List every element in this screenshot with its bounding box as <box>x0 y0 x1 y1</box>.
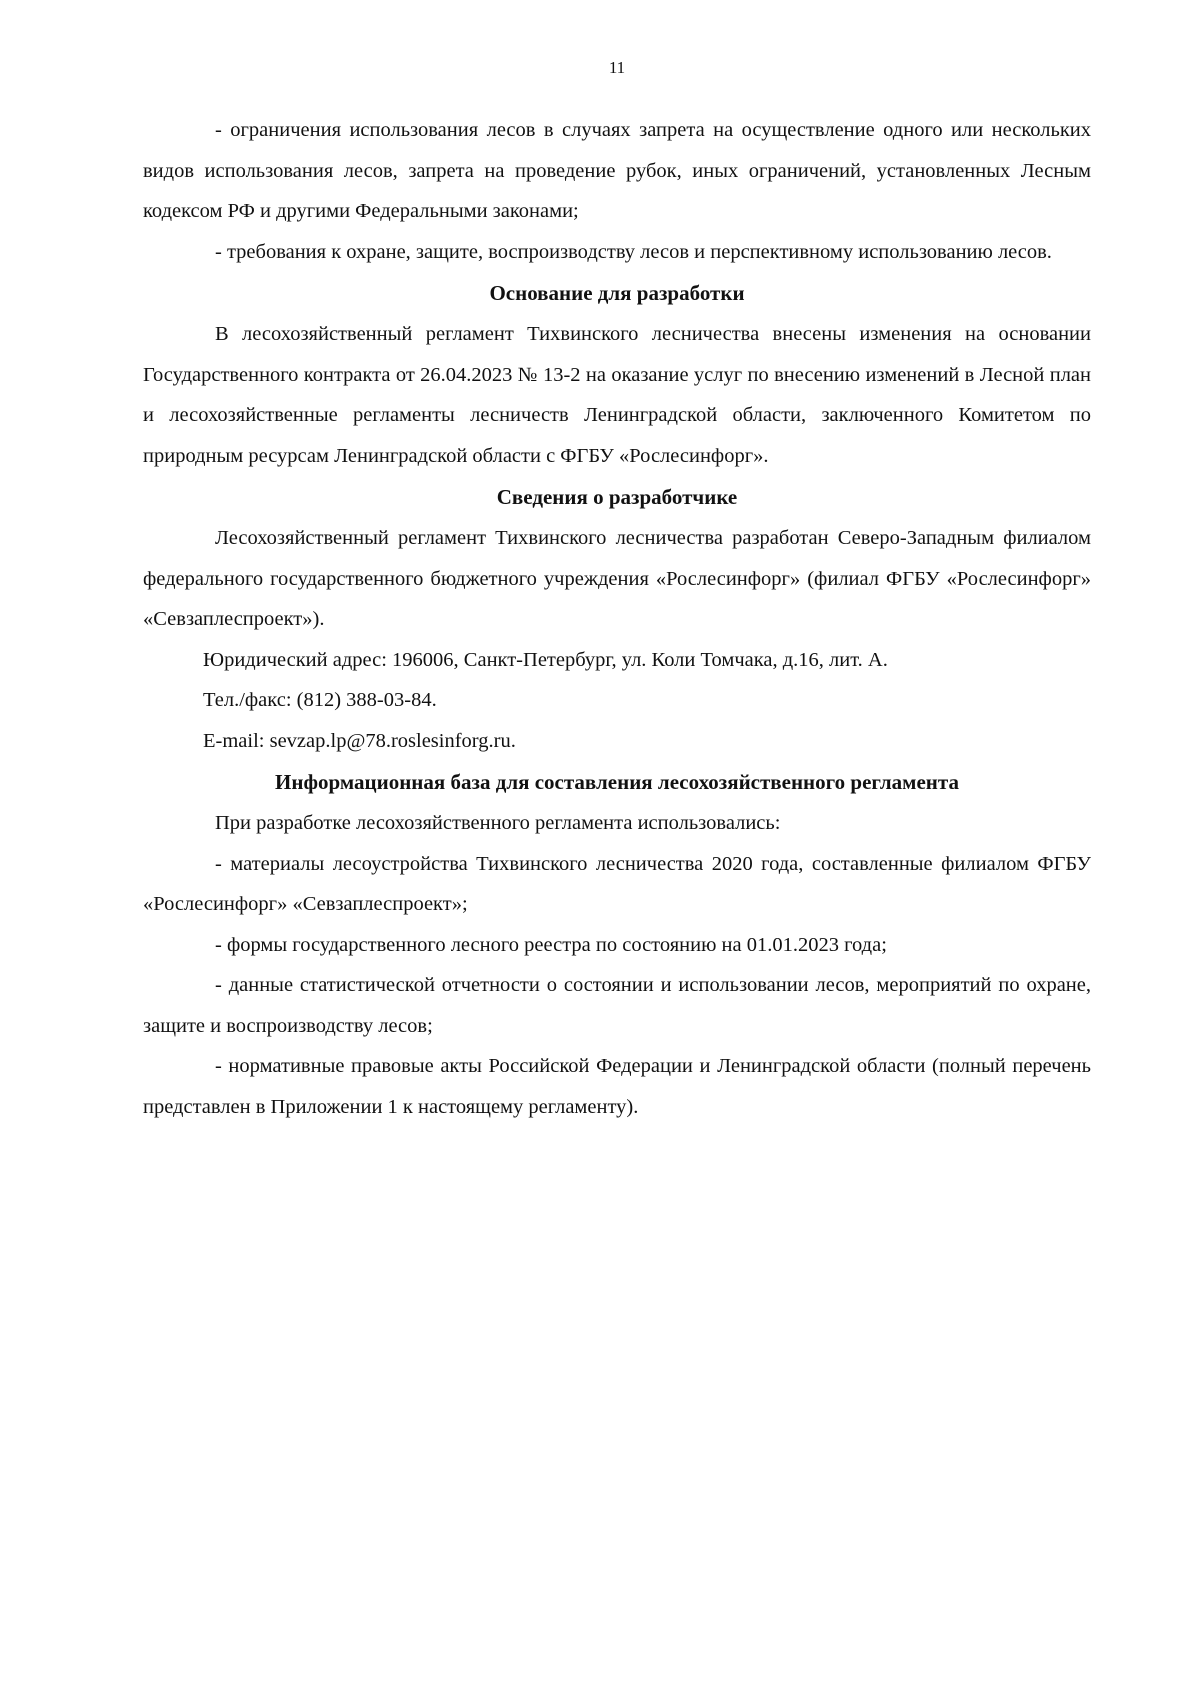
document-body <box>143 110 1091 1127</box>
restriction-item: - ограничения использования лесов в случаях запрета на осуществление одного или нескольких видов использования лесов, запрета на проведение рубок, иных ограничений, установленных Лесным кодексом РФ и другими Федеральными законами; <box>143 119 1091 222</box>
info-base-item: - данные статистической отчетности о состоянии и использовании лесов, мероприятий по охране, защите и воспроизводству лесов; <box>143 974 1091 1037</box>
document-page <box>143 0 1091 1696</box>
developer-phone: Тел./факс: (812) 388-03-84. <box>203 689 437 711</box>
developer-email: E-mail: sevzap.lp@78.roslesinforg.ru. <box>203 729 516 752</box>
developer-address: Юридический адрес: 196006, Санкт-Петербург, ул. Коли Томчака, д.16, лит. А. <box>203 648 888 671</box>
requirements-item: - требования к охране, защите, воспроизводству лесов и перспективному использованию лесов. <box>215 240 1052 263</box>
info-base-heading: Информационная база для составления лесохозяйственного регламента <box>275 770 959 794</box>
info-base-lead: При разработке лесохозяйственного регламента использовались: <box>215 812 781 834</box>
basis-paragraph: В лесохозяйственный регламент Тихвинского лесничества внесены изменения на основании Государственного контракта от 26.04.2023 № 13-2 на оказание услуг по внесению изменений в Лесной план и лесохозяйственные регламенты лесничеств Ленинградской области, заключенного Комитетом по природным ресурсам Ленинградской области с ФГБУ «Рослесинфорг». <box>143 323 1091 467</box>
developer-heading: Сведения о разработчике <box>496 485 738 509</box>
info-base-item: - нормативные правовые акты Российской Федерации и Ленинградской области (полный перечень представлен в Приложении 1 к настоящему регламенту). <box>143 1055 1091 1118</box>
developer-paragraph: Лесохозяйственный регламент Тихвинского лесничества разработан Северо-Западным филиалом федерального государственного бюджетного учреждения «Рослесинфорг» (филиал ФГБУ «Рослесинфорг» «Севзаплеспроект»). <box>143 527 1091 630</box>
page-number: 11 <box>608 58 626 77</box>
info-base-item: - формы государственного лесного реестра по состоянию на 01.01.2023 года; <box>215 933 887 956</box>
info-base-item: - материалы лесоустройства Тихвинского лесничества 2020 года, составленные филиалом ФГБУ «Рослесинфорг» «Севзаплеспроект»; <box>143 852 1091 915</box>
basis-heading: Основание для разработки <box>489 281 745 305</box>
